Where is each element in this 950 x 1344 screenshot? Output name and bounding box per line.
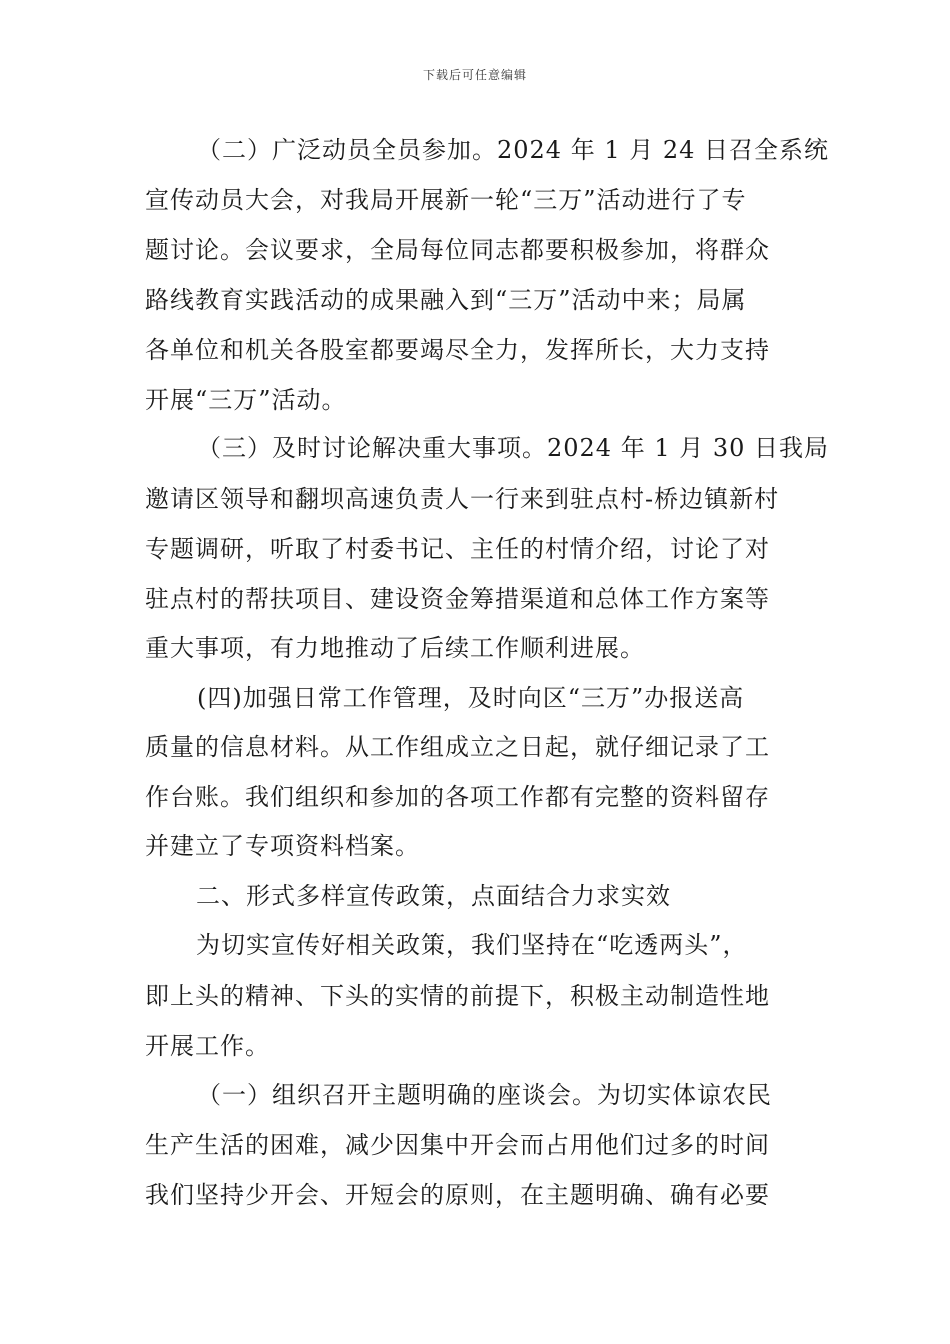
paragraph-2-line-3: 题讨论。会议要求，全局每位同志都要积极参加，将群众 (145, 236, 770, 264)
section-2-heading: 二、形式多样宣传政策，点面结合力求实效 (196, 882, 671, 910)
page-header: 下载后可任意编辑 (422, 68, 527, 82)
section-2-item-1-line-2: 生产生活的困难，减少因集中开会而占用他们过多的时间 (145, 1131, 770, 1159)
paragraph-4-line-1: (四)加强日常工作管理，及时向区“三万”办报送高 (197, 684, 745, 712)
paragraph-2-line-4: 路线教育实践活动的成果融入到“三万”活动中来；局属 (145, 286, 747, 314)
section-2-item-1-line-3: 我们坚持少开会、开短会的原则，在主题明确、确有必要 (145, 1181, 770, 1209)
section-2-intro-line-3: 开展工作。 (145, 1032, 270, 1060)
paragraph-2-line-6: 开展“三万”活动。 (145, 386, 347, 414)
section-2-item-1-line-1: （一）组织召开主题明确的座谈会。为切实体谅农民 (197, 1081, 772, 1109)
paragraph-2-line-1: （二）广泛动员全员参加。2024 年 1 月 24 日召全系统 (197, 136, 830, 164)
section-2-intro-line-2: 即上头的精神、下头的实情的前提下，积极主动制造性地 (145, 982, 770, 1010)
paragraph-4-line-3: 作台账。我们组织和参加的各项工作都有完整的资料留存 (145, 783, 770, 811)
paragraph-2-line-5: 各单位和机关各股室都要竭尽全力，发挥所长，大力支持 (145, 336, 770, 364)
section-2-intro-line-1: 为切实宣传好相关政策，我们坚持在“吃透两头”， (196, 931, 748, 959)
paragraph-3-line-5: 重大事项，有力地推动了后续工作顺利进展。 (145, 634, 645, 662)
paragraph-4-line-4: 并建立了专项资料档案。 (145, 832, 420, 860)
paragraph-3-line-3: 专题调研，听取了村委书记、主任的村情介绍，讨论了对 (145, 535, 770, 563)
paragraph-4-line-2: 质量的信息材料。从工作组成立之日起，就仔细记录了工 (145, 733, 770, 761)
paragraph-3-line-1: （三）及时讨论解决重大事项。2024 年 1 月 30 日我局 (197, 434, 830, 462)
paragraph-2-line-2: 宣传动员大会，对我局开展新一轮“三万”活动进行了专 (145, 186, 747, 214)
paragraph-3-line-2: 邀请区领导和翻坝高速负责人一行来到驻点村-桥边镇新村 (145, 485, 780, 513)
paragraph-3-line-4: 驻点村的帮扶项目、建设资金筹措渠道和总体工作方案等 (145, 585, 770, 613)
